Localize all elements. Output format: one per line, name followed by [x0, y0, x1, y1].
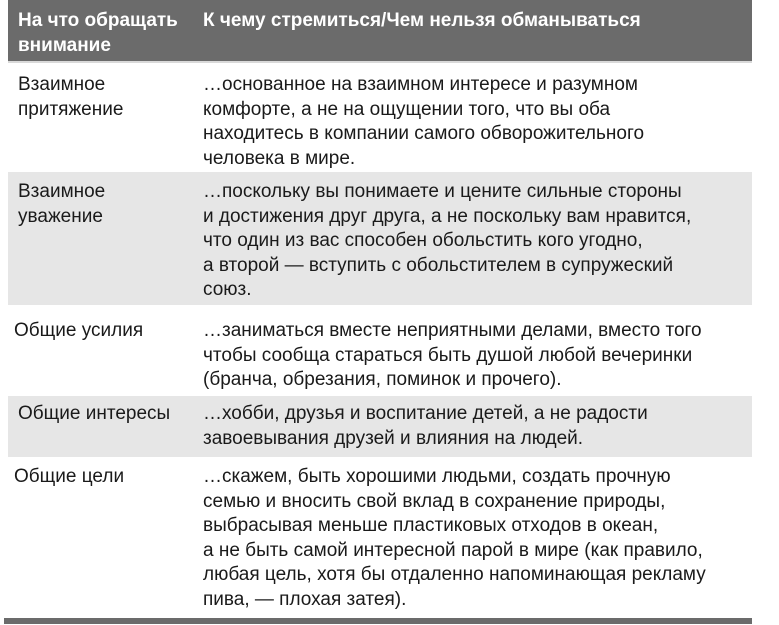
- description-text: …хобби, друзья и воспитание детей, а не радости: [203, 403, 648, 424]
- description-text: и достижения друг друга, а не поскольку вам нравится,: [203, 205, 692, 227]
- description-text: семью и вносить свой вклад в сохранение природы,: [203, 490, 666, 512]
- aspect-text: Общие усилия: [14, 320, 144, 341]
- description-text: союз.: [203, 279, 252, 300]
- aspect-text: Взаимное: [18, 181, 106, 202]
- aspect-cell: [8, 465, 203, 618]
- column-header-description: [203, 8, 752, 61]
- description-text: что один из вас способен обольстить кого угодно,: [203, 230, 643, 251]
- description-cell: [203, 402, 752, 457]
- description-text: (бранча, обрезания, поминок и прочего).: [203, 369, 562, 390]
- header-line: К чему стремиться/Чем нельзя обманываться: [203, 10, 641, 31]
- description-cell: [203, 465, 752, 618]
- description-text: любая цель, хотя бы отдаленно напоминающая рекламу: [203, 564, 706, 585]
- table-row: [8, 172, 752, 305]
- description-cell: [203, 73, 752, 172]
- aspect-text: Взаимное: [18, 74, 106, 95]
- aspect-text: Общие цели: [14, 466, 125, 487]
- description-cell: [203, 180, 752, 305]
- description-text: находитесь в компании самого обворожительного: [203, 123, 645, 144]
- description-text: …заниматься вместе неприятными делами, вместо того: [203, 320, 702, 341]
- aspect-cell: [8, 180, 203, 305]
- header-line: внимание: [18, 35, 111, 56]
- header-line: На что обращать: [18, 10, 178, 31]
- aspect-cell: [8, 73, 203, 172]
- description-cell: [203, 319, 752, 396]
- description-text: …поскольку вы понимаете и цените сильные стороны: [203, 181, 682, 202]
- description-text: …скажем, быть хорошими людьми, создать прочную: [203, 466, 671, 487]
- description-text: …основанное на взаимном интересе и разумном: [203, 74, 638, 95]
- aspect-text: уважение: [18, 205, 103, 227]
- table-row: [8, 63, 752, 172]
- table-row: [8, 457, 752, 618]
- column-header-aspect: [8, 8, 203, 61]
- description-text: завоевывания друзей и влияния на людей.: [203, 427, 584, 449]
- comparison-table: [8, 0, 752, 618]
- aspect-cell: [8, 402, 203, 457]
- aspect-cell: [8, 319, 203, 396]
- aspect-text: Общие интересы: [18, 403, 171, 424]
- table-bottom-rule: [4, 618, 752, 624]
- aspect-text: притяжение: [18, 98, 124, 120]
- description-text: выбрасывая меньше пластиковых отходов в океан,: [203, 515, 659, 536]
- table-row: [8, 305, 752, 396]
- description-text: комфорте, а не на ощущении того, что вы оба: [203, 98, 611, 120]
- description-text: а второй — вступить с обольстителем в супружеский: [203, 254, 674, 276]
- description-text: а не быть самой интересной парой в мире (как правило,: [203, 539, 703, 561]
- description-text: пива, — плохая затея).: [203, 588, 407, 610]
- table-row: [8, 396, 752, 457]
- description-text: человека в мире.: [203, 147, 356, 169]
- description-text: чтобы сообща стараться быть душой любой вечеринки: [203, 344, 693, 366]
- table-header: [8, 0, 752, 63]
